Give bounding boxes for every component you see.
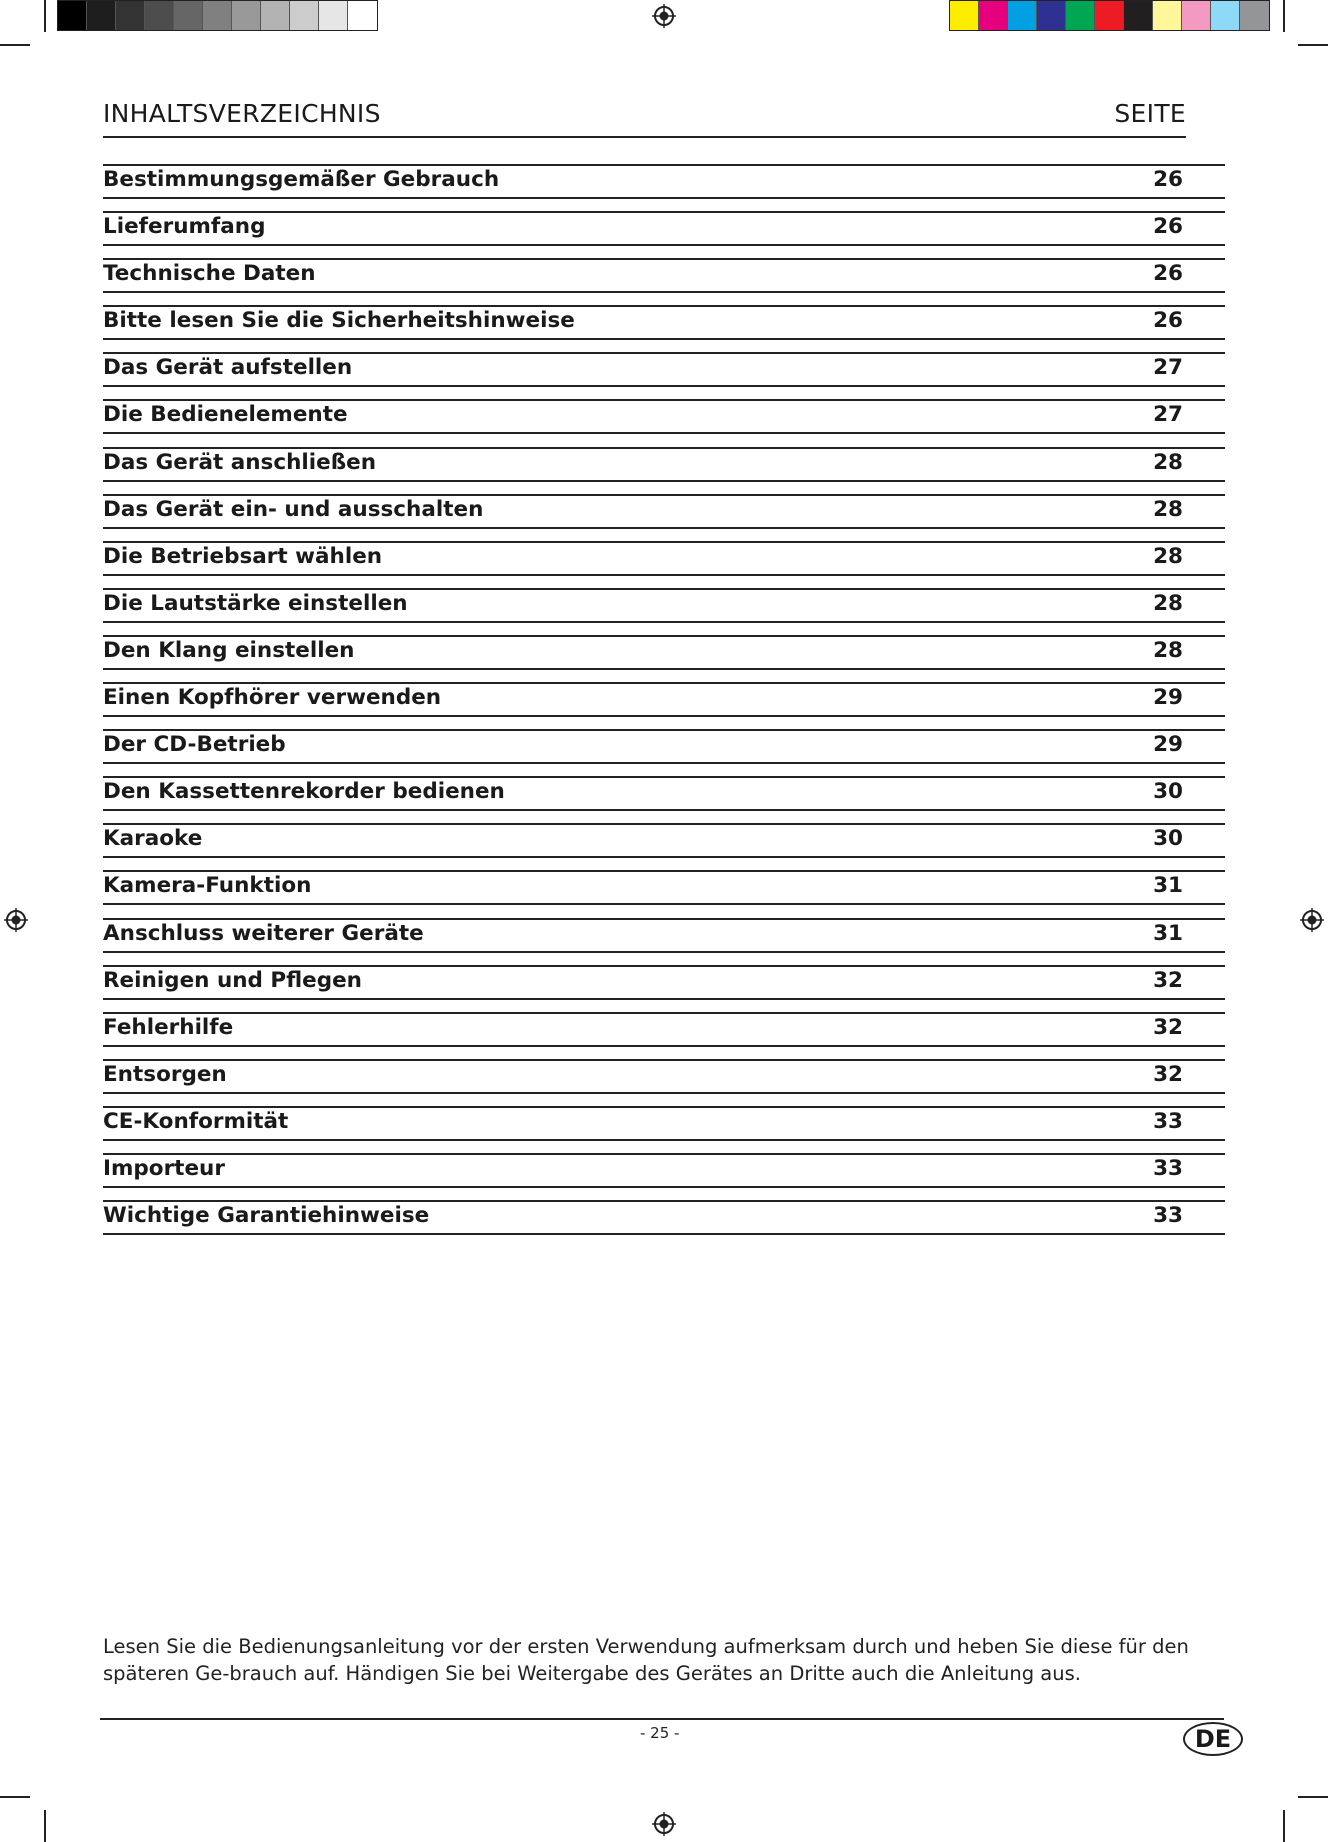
toc-entry-title: CE-Konformität [103,1108,289,1134]
toc-entry[interactable] [103,1153,1225,1200]
toc-entry-page: 33 [1153,1108,1183,1134]
color-swatch [979,1,1008,30]
toc-entry-rules [103,1059,1225,1094]
toc-entry-title: Die Bedienelemente [103,402,348,428]
page-number: - 25 - [640,1724,680,1742]
crop-mark [1298,44,1328,46]
grayscale-swatch [261,1,290,30]
toc-entry-page: 31 [1153,920,1183,946]
toc-entry-page: 33 [1153,1155,1183,1181]
footer-rule [100,1718,1224,1720]
page-title: INHALTSVERZEICHNIS [103,99,381,128]
color-swatch [1182,1,1211,30]
toc-entry-page: 32 [1153,1014,1183,1040]
toc-entry-page: 26 [1153,308,1183,334]
toc-entry-title: Der CD-Betrieb [103,732,286,758]
toc-entry-page: 26 [1153,261,1183,287]
color-swatch [1240,1,1269,30]
toc-entry[interactable] [103,447,1225,494]
toc-entry[interactable] [103,352,1225,399]
color-swatch [1008,1,1037,30]
registration-mark-icon [4,908,28,932]
toc-entry-title: Lieferumfang [103,214,266,240]
usage-note: Lesen Sie die Bedienungsanleitung vor der ersten Verwendung aufmerksam durch und heben Sie diese für den späteren Ge-brauch auf. Händigen Sie bei Weitergabe des Gerätes an Dritte auch die Anleitung aus. [103,1635,1189,1685]
toc-entry[interactable] [103,588,1225,635]
registration-mark-icon [652,1812,676,1836]
toc-entry-page: 28 [1153,543,1183,569]
crop-mark [44,1810,46,1842]
toc-entry-page: 31 [1153,873,1183,899]
toc-entry[interactable] [103,399,1225,446]
toc-entry-title: Die Lautstärke einstellen [103,590,408,616]
toc-entry-title: Bestimmungsgemäßer Gebrauch [103,167,500,192]
toc-entry[interactable] [103,1106,1225,1153]
toc-entry-title: Die Betriebsart wählen [103,543,383,569]
toc-entry-title: Fehlerhilfe [103,1014,234,1040]
toc-entry-page: 28 [1153,637,1183,663]
grayscale-swatch [290,1,319,30]
toc-entry[interactable] [103,1012,1225,1059]
toc-entry[interactable] [103,823,1225,870]
toc-entry-rules [103,1153,1225,1188]
table-of-contents [103,164,1225,1247]
toc-entry-rules [103,211,1225,246]
grayscale-swatch [174,1,203,30]
toc-entry-page: 27 [1153,355,1183,381]
grayscale-bar [57,0,378,31]
color-swatch [1153,1,1182,30]
toc-entry-title: Kamera-Funktion [103,873,312,899]
crop-mark [44,0,46,32]
grayscale-swatch [58,1,87,30]
toc-entry-page: 26 [1153,167,1183,192]
toc-entry-page: 28 [1153,449,1183,475]
toc-entry-title: Reinigen und Pflegen [103,967,362,993]
grayscale-swatch [145,1,174,30]
toc-entry-page: 32 [1153,1061,1183,1087]
toc-entry[interactable] [103,776,1225,823]
toc-entry[interactable] [103,729,1225,776]
toc-entry-title: Das Gerät aufstellen [103,355,353,381]
toc-entry-title: Entsorgen [103,1061,227,1087]
toc-entry-page: 27 [1153,402,1183,428]
color-swatch [1037,1,1066,30]
color-swatch [950,1,979,30]
grayscale-swatch [348,1,377,30]
toc-entry-page: 30 [1153,826,1183,852]
toc-entry-title: Das Gerät ein- und ausschalten [103,496,484,522]
toc-entry-title: Bitte lesen Sie die Sicherheitshinweise [103,308,575,334]
toc-header [103,99,1186,138]
toc-entry-title: Technische Daten [103,261,316,287]
grayscale-swatch [232,1,261,30]
toc-entry[interactable] [103,541,1225,588]
toc-entry[interactable] [103,918,1225,965]
grayscale-swatch [116,1,145,30]
toc-entry-title: Einen Kopfhörer verwenden [103,685,442,711]
toc-entry[interactable] [103,494,1225,541]
crop-mark [0,1796,30,1798]
toc-entry-title: Den Klang einstellen [103,637,355,663]
toc-entry[interactable] [103,682,1225,729]
toc-entry-page: 28 [1153,496,1183,522]
toc-entry-title: Importeur [103,1155,225,1181]
grayscale-swatch [203,1,232,30]
crop-mark [1283,0,1285,32]
registration-mark-icon [652,4,676,28]
toc-entry[interactable] [103,1059,1225,1106]
language-badge: DE [1183,1722,1243,1756]
toc-entry-title: Wichtige Garantiehinweise [103,1203,430,1229]
toc-entry[interactable] [103,635,1225,682]
color-swatch [1066,1,1095,30]
crop-mark [0,44,30,46]
toc-entry[interactable] [103,1200,1225,1247]
toc-entry-page: 32 [1153,967,1183,993]
toc-entry[interactable] [103,164,1225,211]
color-swatch [1124,1,1153,30]
color-bar [949,0,1270,31]
toc-entry[interactable] [103,870,1225,917]
toc-entry-page: 29 [1153,685,1183,711]
toc-entry-rules [103,823,1225,858]
crop-mark [1298,1796,1328,1798]
toc-entry-title: Den Kassettenrekorder bedienen [103,779,505,805]
toc-entry[interactable] [103,305,1225,352]
toc-entry-page: 29 [1153,732,1183,758]
toc-entry-page: 33 [1153,1203,1183,1229]
crop-mark [1283,1810,1285,1842]
toc-entry-rules [103,1012,1225,1047]
toc-entry-title: Das Gerät anschließen [103,449,377,475]
toc-entry[interactable] [103,258,1225,305]
color-swatch [1211,1,1240,30]
color-swatch [1095,1,1124,30]
toc-entry-page: 26 [1153,214,1183,240]
toc-entry[interactable] [103,965,1225,1012]
registration-mark-icon [1300,908,1324,932]
toc-entry-title: Anschluss weiterer Geräte [103,920,424,946]
page-column-label: SEITE [1114,99,1186,128]
toc-entry-title: Karaoke [103,826,203,852]
grayscale-swatch [87,1,116,30]
grayscale-swatch [319,1,348,30]
toc-entry-page: 30 [1153,779,1183,805]
toc-entry[interactable] [103,211,1225,258]
toc-entry-page: 28 [1153,590,1183,616]
